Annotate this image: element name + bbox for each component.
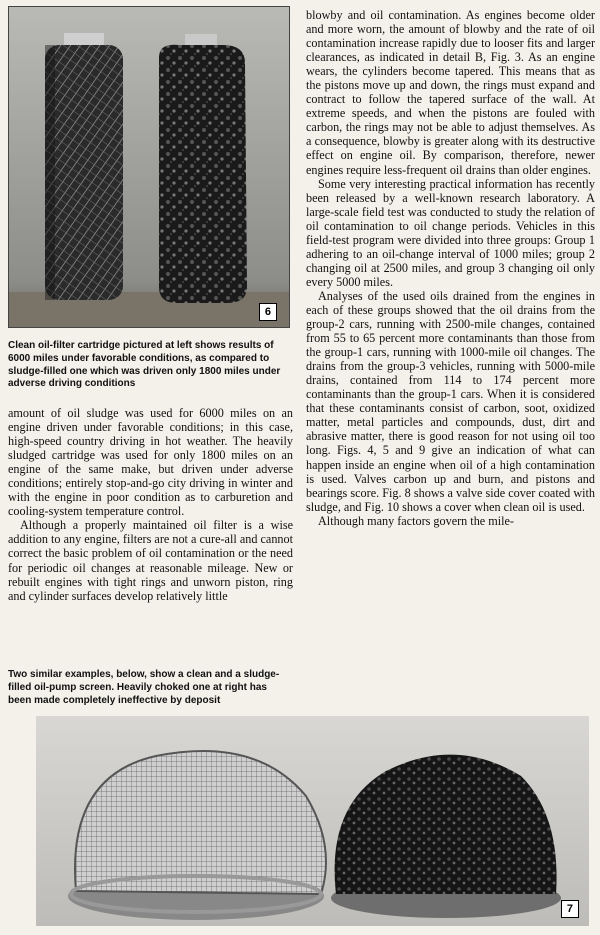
oil-pump-screens-image bbox=[36, 716, 589, 926]
figure-7-photo bbox=[36, 716, 589, 926]
left-paragraph-1: amount of oil sludge was used for 6000 miles on an engine driven under favorable conditions; in this case, high-speed country driving in hot weather. The heavily sludged cartridge was used for only 1800 miles on an engine of the same make, but driven under adverse conditions; entirely stop-and-go city driving in winter and with the engine in poor condition as to carburetion and cooling-system temperature control. bbox=[8, 406, 293, 519]
figure-6-photo bbox=[8, 6, 290, 328]
right-paragraph-4: Although many factors govern the mile- bbox=[318, 513, 514, 528]
oil-filter-cartridges-image bbox=[9, 7, 289, 327]
right-paragraph-3: Analyses of the used oils drained from the engines in each of these groups showed that the oil drains from the group-2 cars, running with 2500-mile changes, contained from 55 to 65 percent more contaminants than those from the group-1 cars, running with 1000-mile oil changes. The drains from the group-3 vehicles, running with 5000-mile drains, contained from 114 to 174 percent more contaminants than the group-1 cars. When it is considered that these contaminants consist of carbon, soot, oxidized matter, metal particles and compounds, dust, dirt and abrasive matter, there is good reason for not using oil too long. Figs. 4, 5 and 9 give an indication of what can happen inside an engine when oil of a high contamination is used. Valves carbon up and burn, and pistons and bearings score. Fig. 8 shows a valve side cover coated with sludge, and Fig. 10 shows a cover when clean oil is used. bbox=[306, 288, 595, 514]
left-paragraph-2: Although a properly maintained oil filter is a wise addition to any engine, filters are not a cure-all and cannot correct the basic problem of oil contamination or the need for periodic oil changes at reasonable mileage. New or rebuilt engines with tight rings and unworn piston, ring and cylinder surfaces develop relatively little bbox=[8, 518, 293, 603]
figure-7-caption: Two similar examples, below, show a clean and a sludge-filled oil-pump screen. Heavily choked one at right has been made completely ineffective by deposit bbox=[8, 669, 280, 706]
right-column-text bbox=[306, 8, 595, 710]
figure-6-number: 6 bbox=[259, 303, 277, 321]
figure-6-caption: Clean oil-filter cartridge pictured at left shows results of 6000 miles under favorable conditions, as compared to sludge-filled one which was driven only 1800 miles under adverse driving conditions bbox=[8, 340, 281, 390]
left-column-text bbox=[8, 406, 293, 668]
right-paragraph-1: blowby and oil contamination. As engines become older and more worn, the amount of blowby and the rate of oil contamination increase rapidly due to looser fits and larger clearances, as indicated in detail B, Fig. 3. As an engine wears, the cylinders become tapered. This means that as the pistons move up and down, the rings must expand and contract to follow the tapered surface of the wall. At extreme speeds, and when the pistons are fouled with carbon, the rings may not be able to adjust themselves. As a consequence, blowby is greater along with its destructive effect on engine oil. By comparison, therefore, newer engines require less-frequent oil drains than older engines. bbox=[306, 8, 595, 177]
figure-7-number: 7 bbox=[561, 900, 579, 918]
right-paragraph-2: Some very interesting practical information has recently been released by a well-known research laboratory. A large-scale field test was conducted to study the relation of oil contamination to oil change periods. Vehicles in this field-test program were divided into three groups: Group 1 adhering to an oil-change interval of 1000 miles; group 2 changing oil at 2500 miles, and group 3 changing oil only every 5000 miles. bbox=[306, 176, 595, 289]
